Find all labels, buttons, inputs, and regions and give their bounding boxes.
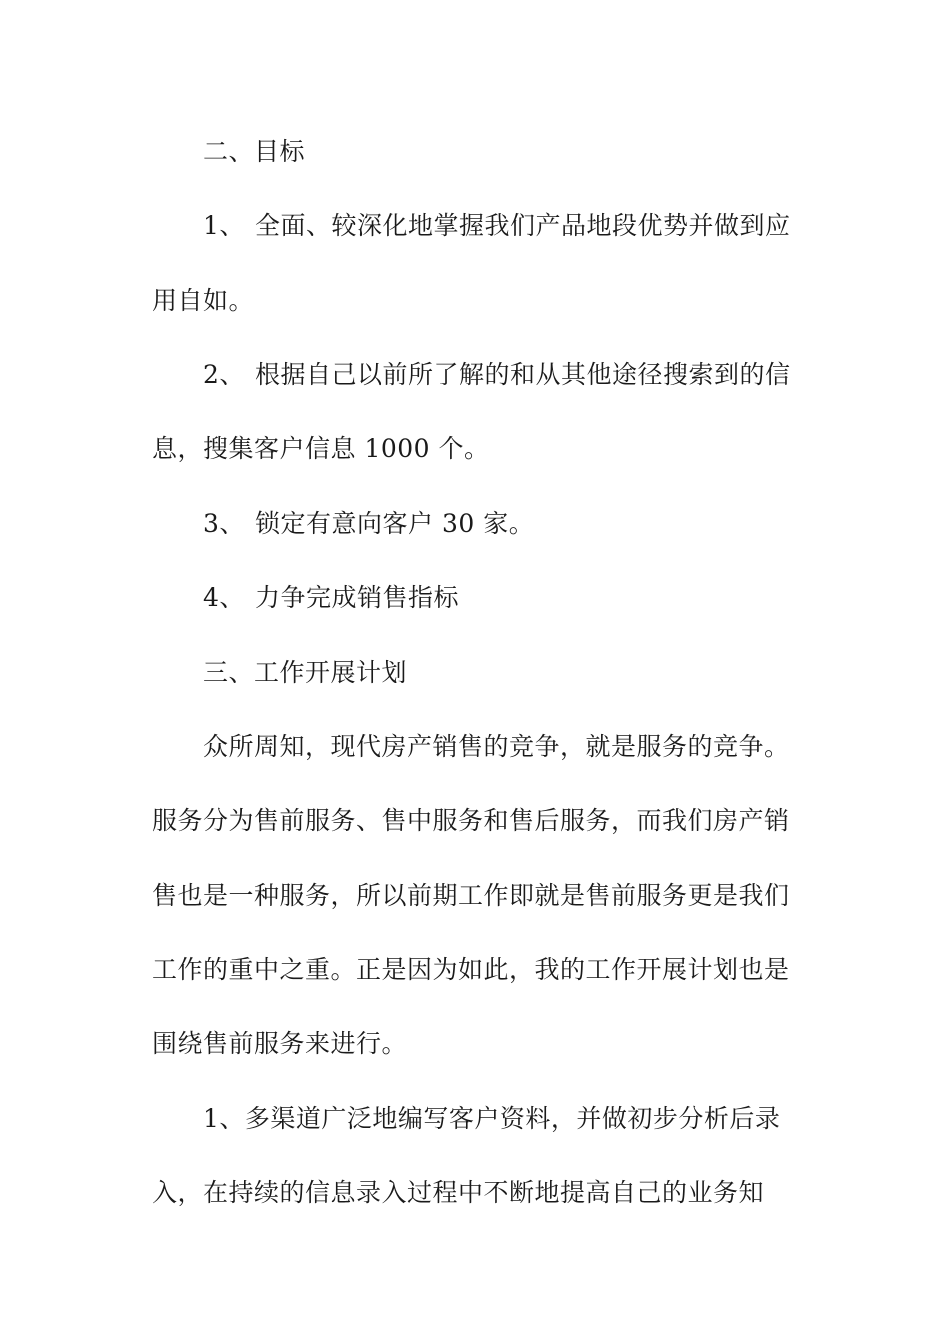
goal-item-1 xyxy=(203,206,791,246)
goal-number: 3、 xyxy=(203,509,245,538)
paragraph-line: 服务分为售前服务、售中服务和售后服务，而我们房产销 xyxy=(152,806,790,835)
paragraph-line: 工作的重中之重。正是因为如此，我的工作开展计划也是 xyxy=(152,955,790,984)
paragraph-line: 众所周知，现代房产销售的竞争，就是服务的竞争。 xyxy=(203,732,790,761)
plan-item-1-line: 入，在持续的信息录入过程中不断地提高自己的业务知 xyxy=(152,1178,765,1207)
goal-text: 根据自己以前所了解的和从其他途径搜索到的信 xyxy=(255,360,791,389)
goal-item-4 xyxy=(203,578,459,618)
goal-number: 1、 xyxy=(203,211,245,240)
goal-text: 锁定有意向客户 30 家。 xyxy=(255,509,535,538)
paragraph-line: 围绕售前服务来进行。 xyxy=(152,1029,408,1058)
goal-text: 全面、较深化地掌握我们产品地段优势并做到应 xyxy=(255,211,791,240)
goal-number: 4、 xyxy=(203,583,245,612)
goal-number: 2、 xyxy=(203,360,245,389)
plan-item-1-line: 1、多渠道广泛地编写客户资料，并做初步分析后录 xyxy=(203,1104,781,1133)
goal-item-2-continuation: 息，搜集客户信息 1000 个。 xyxy=(152,434,490,463)
paragraph-line: 售也是一种服务，所以前期工作即就是售前服务更是我们 xyxy=(152,881,790,910)
goal-item-3 xyxy=(203,504,534,544)
goal-item-1-continuation: 用自如。 xyxy=(152,286,255,315)
goal-item-2 xyxy=(203,355,791,395)
section-heading-plan: 三、工作开展计划 xyxy=(203,658,408,687)
section-heading-goals: 二、目标 xyxy=(203,137,306,166)
goal-text: 力争完成销售指标 xyxy=(255,583,460,612)
